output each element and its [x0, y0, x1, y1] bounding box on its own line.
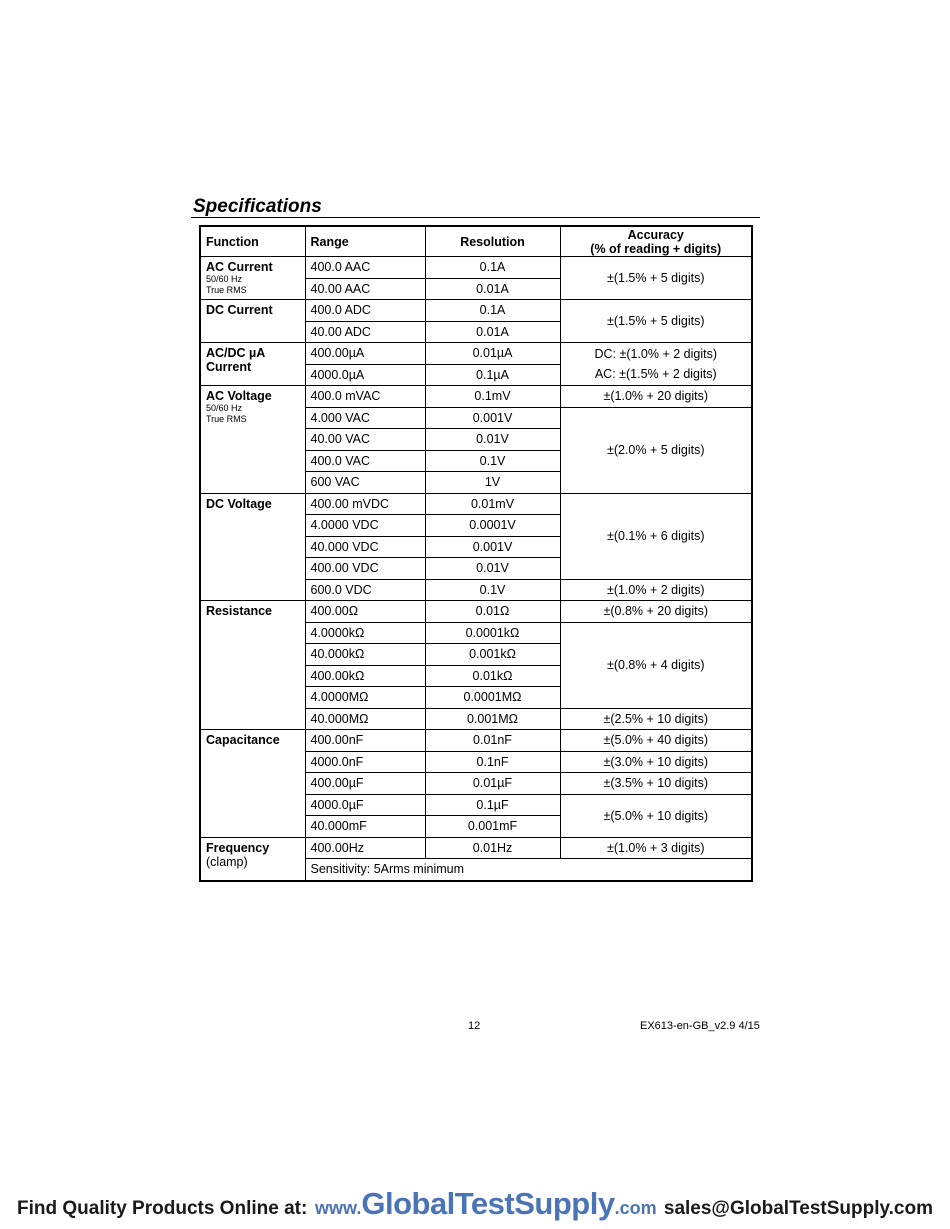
- website-www: www.: [315, 1198, 362, 1218]
- range-cell: 40.00 ADC: [305, 321, 425, 343]
- accuracy-cell: [560, 343, 752, 386]
- function-sub: True RMS: [206, 285, 247, 295]
- range-cell: 400.00µA: [305, 343, 425, 365]
- section-title: Specifications: [193, 196, 322, 217]
- document-id: EX613-en-GB_v2.9 4/15: [640, 1020, 760, 1032]
- resolution-cell: 0.01µF: [425, 773, 560, 795]
- resolution-cell: 0.01Hz: [425, 837, 560, 859]
- range-cell: 400.0 ADC: [305, 300, 425, 322]
- header-accuracy-line1: Accuracy: [627, 227, 684, 242]
- accuracy-cell: ±(1.0% + 20 digits): [560, 386, 752, 408]
- range-cell: 40.000 VDC: [305, 536, 425, 558]
- resolution-cell: 0.0001kΩ: [425, 622, 560, 644]
- range-cell: 400.00kΩ: [305, 665, 425, 687]
- resolution-cell: 0.01V: [425, 558, 560, 580]
- resolution-cell: 0.01mV: [425, 493, 560, 515]
- function-label: DC Current: [206, 303, 273, 317]
- function-label: DC Voltage: [206, 496, 272, 511]
- function-label: AC Voltage: [206, 389, 272, 403]
- range-cell: 400.00 VDC: [305, 558, 425, 580]
- resolution-cell: 0.01Ω: [425, 601, 560, 623]
- resolution-cell: 0.01V: [425, 429, 560, 451]
- range-cell: 400.0 AAC: [305, 257, 425, 279]
- range-cell: 40.00 VAC: [305, 429, 425, 451]
- website-link[interactable]: [315, 1186, 657, 1222]
- resolution-cell: 0.1A: [425, 257, 560, 279]
- resolution-cell: 0.001V: [425, 536, 560, 558]
- function-ac-current: [200, 257, 305, 300]
- function-label: Frequency: [206, 840, 270, 855]
- range-cell: 4.0000 VDC: [305, 515, 425, 537]
- resolution-cell: 0.001kΩ: [425, 644, 560, 666]
- title-rule: [191, 217, 760, 218]
- table-row: [200, 257, 752, 279]
- website-com: .com: [614, 1198, 657, 1218]
- resolution-cell: 0.001mF: [425, 816, 560, 838]
- function-label: Capacitance: [206, 733, 280, 747]
- table-row: [200, 386, 752, 408]
- accuracy-cell: ±(5.0% + 10 digits): [560, 794, 752, 837]
- sensitivity-cell: Sensitivity: 5Arms minimum: [305, 859, 752, 881]
- function-label: AC Current: [206, 260, 273, 274]
- function-sub: 50/60 Hz: [206, 403, 243, 413]
- function-label: Current: [206, 360, 252, 374]
- function-label: Resistance: [206, 604, 273, 618]
- email-link[interactable]: sales@GlobalTestSupply.com: [663, 1198, 933, 1219]
- range-cell: 400.0 mVAC: [305, 386, 425, 408]
- website-brand: GlobalTestSupply: [361, 1186, 615, 1221]
- accuracy-cell: ±(1.0% + 2 digits): [560, 579, 752, 601]
- resolution-cell: 0.01nF: [425, 730, 560, 752]
- range-cell: 600.0 VDC: [305, 579, 425, 601]
- accuracy-cell: ±(0.8% + 4 digits): [560, 622, 752, 708]
- resolution-cell: 0.0001MΩ: [425, 687, 560, 709]
- accuracy-cell: ±(2.5% + 10 digits): [560, 708, 752, 730]
- function-note: (clamp): [206, 854, 248, 869]
- resolution-cell: 0.01kΩ: [425, 665, 560, 687]
- range-cell: 4.0000kΩ: [305, 622, 425, 644]
- resolution-cell: 0.1nF: [425, 751, 560, 773]
- accuracy-cell: ±(0.1% + 6 digits): [560, 493, 752, 579]
- resolution-cell: 0.01µA: [425, 343, 560, 365]
- function-label: AC/DC µA: [206, 346, 266, 360]
- resolution-cell: 0.1A: [425, 300, 560, 322]
- function-ac-voltage: [200, 386, 305, 494]
- function-ua-current: [200, 343, 305, 386]
- resolution-cell: 0.0001V: [425, 515, 560, 537]
- range-cell: 40.000MΩ: [305, 708, 425, 730]
- range-cell: 600 VAC: [305, 472, 425, 494]
- range-cell: 400.00Hz: [305, 837, 425, 859]
- range-cell: 4000.0nF: [305, 751, 425, 773]
- header-accuracy: [560, 226, 752, 257]
- header-row: [200, 226, 752, 257]
- range-cell: 40.000mF: [305, 816, 425, 838]
- range-cell: 40.000kΩ: [305, 644, 425, 666]
- range-cell: 4.000 VAC: [305, 407, 425, 429]
- resolution-cell: 0.1V: [425, 450, 560, 472]
- accuracy-cell: ±(3.5% + 10 digits): [560, 773, 752, 795]
- accuracy-cell: ±(0.8% + 20 digits): [560, 601, 752, 623]
- function-sub: 50/60 Hz: [206, 274, 243, 284]
- function-frequency: [200, 837, 305, 881]
- table-row: [200, 601, 752, 623]
- header-resolution: Resolution: [425, 226, 560, 257]
- resolution-cell: 1V: [425, 472, 560, 494]
- accuracy-cell: ±(1.0% + 3 digits): [560, 837, 752, 859]
- range-cell: 4000.0µF: [305, 794, 425, 816]
- range-cell: 400.00 mVDC: [305, 493, 425, 515]
- resolution-cell: 0.1V: [425, 579, 560, 601]
- range-cell: 4.0000MΩ: [305, 687, 425, 709]
- range-cell: 400.00µF: [305, 773, 425, 795]
- function-dc-voltage: [200, 493, 305, 601]
- range-cell: 400.0 VAC: [305, 450, 425, 472]
- resolution-cell: 0.1µA: [425, 364, 560, 386]
- table-row: [200, 300, 752, 322]
- function-capacitance: [200, 730, 305, 838]
- resolution-cell: 0.1mV: [425, 386, 560, 408]
- resolution-cell: 0.001MΩ: [425, 708, 560, 730]
- range-cell: 400.00Ω: [305, 601, 425, 623]
- table-row: [200, 730, 752, 752]
- range-cell: 400.00nF: [305, 730, 425, 752]
- specifications-table: [199, 225, 753, 882]
- header-function: Function: [200, 226, 305, 257]
- accuracy-cell: ±(5.0% + 40 digits): [560, 730, 752, 752]
- function-resistance: [200, 601, 305, 730]
- accuracy-cell: ±(3.0% + 10 digits): [560, 751, 752, 773]
- accuracy-dc: DC: ±(1.0% + 2 digits): [594, 347, 718, 361]
- function-sub: True RMS: [206, 414, 247, 424]
- resolution-cell: 0.1µF: [425, 794, 560, 816]
- table-row: [200, 837, 752, 859]
- accuracy-cell: ±(1.5% + 5 digits): [560, 300, 752, 343]
- function-dc-current: [200, 300, 305, 343]
- resolution-cell: 0.001V: [425, 407, 560, 429]
- accuracy-ac: AC: ±(1.5% + 2 digits): [594, 367, 717, 381]
- accuracy-cell: ±(2.0% + 5 digits): [560, 407, 752, 493]
- range-cell: 4000.0µA: [305, 364, 425, 386]
- resolution-cell: 0.01A: [425, 321, 560, 343]
- header-accuracy-line2: (% of reading + digits): [590, 241, 722, 256]
- page-number: 12: [468, 1020, 481, 1032]
- banner-tagline: Find Quality Products Online at:: [17, 1198, 308, 1219]
- resolution-cell: 0.01A: [425, 278, 560, 300]
- table-row: [200, 343, 752, 365]
- table-row: [200, 493, 752, 515]
- range-cell: 40.00 AAC: [305, 278, 425, 300]
- accuracy-cell: ±(1.5% + 5 digits): [560, 257, 752, 300]
- header-range: Range: [305, 226, 425, 257]
